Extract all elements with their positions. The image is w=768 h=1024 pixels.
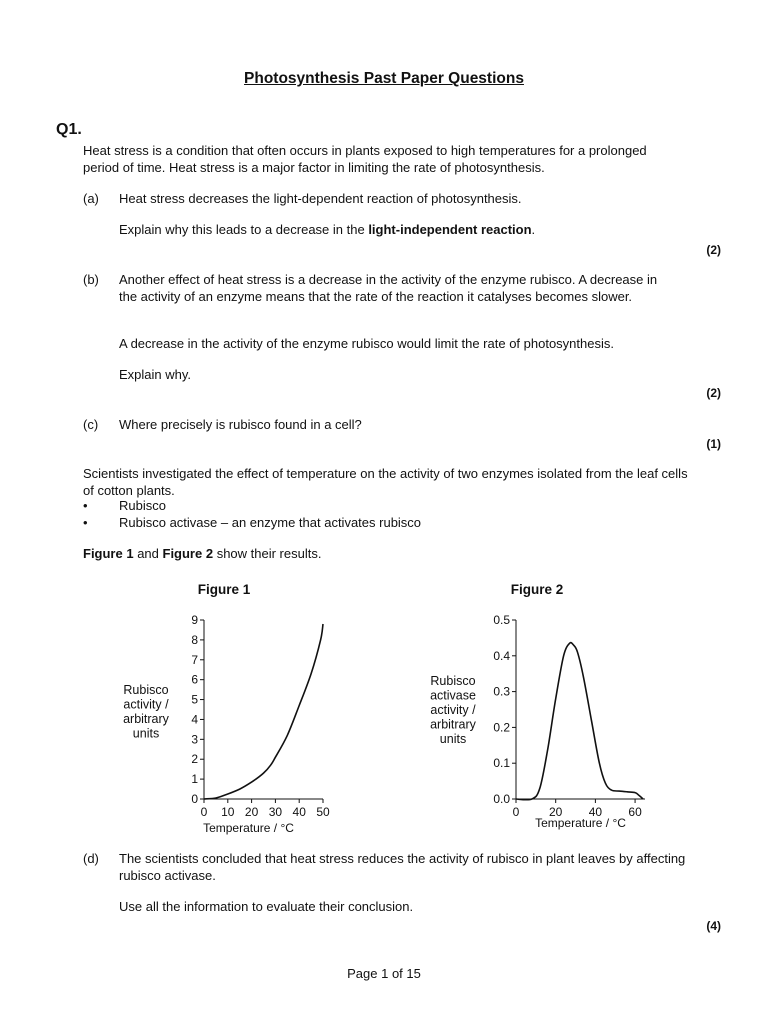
y-axis-label-line: activity / — [430, 703, 476, 717]
x-axis-label: Temperature / °C — [203, 821, 294, 835]
x-tick-label: 60 — [628, 805, 642, 819]
y-axis-label-line: units — [132, 726, 160, 741]
y-axis-label-line: arbitrary — [123, 712, 169, 726]
y-tick-label: 0.4 — [493, 648, 510, 663]
part-d-text2: Use all the information to evaluate their conclusion. — [119, 899, 414, 914]
x-tick-label: 40 — [588, 805, 603, 819]
y-tick-label: 2 — [191, 752, 198, 767]
y-tick-label: 0.5 — [493, 613, 510, 627]
page-title: Photosynthesis Past Paper Questions — [244, 70, 524, 87]
y-axis-label-line: Rubisco — [123, 683, 169, 697]
data-series-line — [204, 624, 323, 799]
part-a-text1: Heat stress decreases the light-dependent reaction of photosynthesis. — [119, 191, 522, 206]
bullet-item: Rubisco activase – an enzyme that activates rubisco — [119, 515, 422, 530]
part-c-marks: (1) — [706, 437, 721, 451]
figure-title: Figure 2 — [510, 582, 564, 597]
y-tick-label: 0.3 — [493, 684, 510, 699]
x-tick-label: 50 — [316, 805, 330, 819]
y-tick-label: 4 — [191, 712, 198, 727]
investigation-text: Scientists investigated the effect of temperature on the activity of two enzymes isolated from the leaf cells of cotton plants. — [83, 466, 688, 498]
x-tick-label: 0 — [512, 805, 520, 819]
part-d-label: (d) — [83, 851, 99, 866]
part-c-label: (c) — [83, 417, 99, 432]
data-series-line — [516, 643, 643, 800]
part-d-text1: The scientists concluded that heat stress reduces the activity of rubisco in plant leaves by affecting rubisco activase. — [119, 851, 686, 883]
figures-rest: show their results. — [213, 546, 322, 561]
part-b-marks: (2) — [706, 386, 721, 400]
y-tick-label: 3 — [191, 732, 198, 747]
bullet-symbol: • — [83, 515, 88, 530]
y-tick-label: 6 — [191, 672, 198, 687]
x-axis-label: Temperature / °C — [535, 816, 626, 830]
part-c-text: Where precisely is rubisco found in a cell? — [119, 417, 362, 432]
part-a-label: (a) — [83, 191, 99, 206]
part-a-text2-bold: light-independent reaction — [368, 222, 532, 237]
figure-2-ref: Figure 2 — [162, 546, 214, 561]
y-axis-label-line: arbitrary — [430, 717, 476, 732]
question-number: Q1. — [56, 121, 82, 138]
part-a-text2-post: . — [531, 222, 536, 237]
x-tick-label: 40 — [292, 805, 306, 819]
part-d-marks: (4) — [706, 919, 721, 933]
bullet-item: Rubisco — [119, 498, 166, 513]
bullet-symbol: • — [83, 498, 88, 513]
part-b-label: (b) — [83, 272, 99, 287]
y-tick-label: 7 — [191, 652, 198, 667]
x-tick-label: 20 — [244, 805, 259, 819]
x-tick-label: 10 — [221, 805, 235, 819]
y-tick-label: 8 — [191, 632, 198, 647]
page-footer: Page 1 of 15 — [347, 966, 421, 981]
part-a-text2-pre: Explain why this leads to a decrease in the — [119, 222, 369, 237]
y-axis-label-line: Rubisco — [430, 674, 476, 688]
figure-1-ref: Figure 1 — [83, 546, 134, 561]
part-a-marks: (2) — [706, 243, 721, 257]
y-axis-label-line: activase — [430, 688, 476, 703]
y-tick-label: 0 — [191, 792, 198, 806]
and-text: and — [133, 546, 163, 561]
part-b-text2: A decrease in the activity of the enzyme rubisco would limit the rate of photosynthesis. — [119, 336, 614, 351]
x-tick-label: 20 — [549, 805, 563, 819]
y-tick-label: 0.2 — [493, 720, 510, 735]
x-tick-label: 30 — [268, 805, 283, 819]
y-tick-label: 0.1 — [493, 756, 510, 771]
part-b-text3: Explain why. — [119, 367, 192, 382]
y-tick-label: 1 — [191, 772, 198, 787]
part-b-text1: Another effect of heat stress is a decrease in the activity of the enzyme rubisco. A decrease in the activity of an enzyme means that the rate of the reaction it catalyses becomes slower. — [119, 272, 658, 304]
y-axis-label-line: activity / — [123, 697, 169, 712]
y-tick-label: 5 — [191, 692, 198, 707]
x-tick-label: 0 — [200, 805, 208, 819]
intro-text: Heat stress is a condition that often occurs in plants exposed to high temperatures for a prolonged period of time. Heat stress is a major factor in limiting the rate of photosynthesis. — [83, 143, 647, 175]
y-tick-label: 0.0 — [493, 792, 510, 806]
figure-title: Figure 1 — [197, 582, 251, 597]
y-tick-label: 9 — [191, 613, 198, 627]
y-axis-label-line: units — [439, 732, 467, 746]
